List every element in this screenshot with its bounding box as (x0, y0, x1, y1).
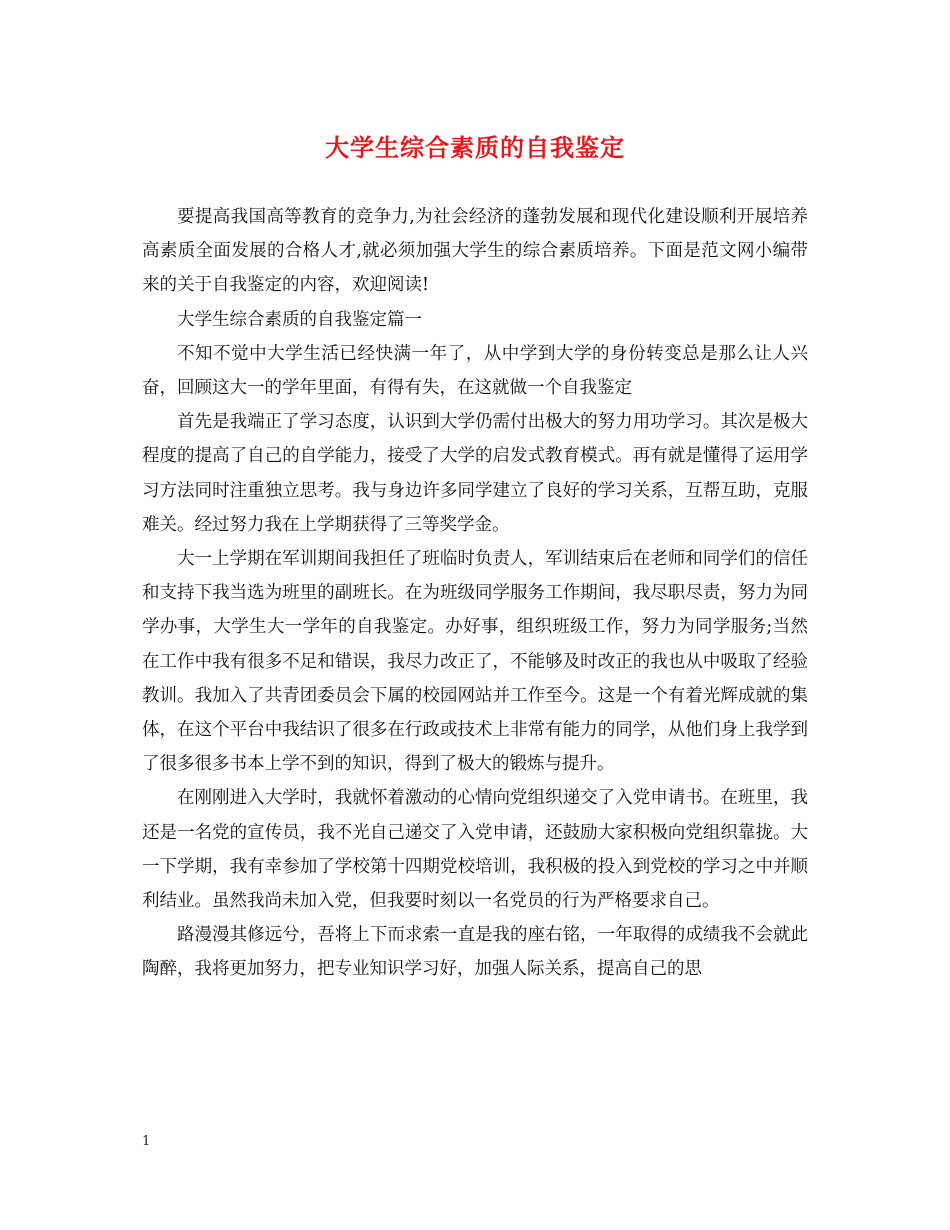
paragraph-intro: 要提高我国高等教育的竞争力,为社会经济的蓬勃发展和现代化建设顺利开展培养高素质全面发展的合格人才,就必须加强大学生的综合素质培养。下面是范文网小编带来的关于自我鉴定的内容，欢迎阅读! (142, 207, 808, 296)
page-number: 1 (142, 1134, 151, 1149)
document-title: 大学生综合素质的自我鉴定 (325, 133, 625, 162)
paragraph: 路漫漫其修远兮，吾将上下而求索一直是我的座右铭，一年取得的成绩我不会就此陶醉，我将更加努力，把专业知识学习好，加强人际关系，提高自己的思 (142, 925, 808, 980)
paragraph: 在刚刚进入大学时，我就怀着激动的心情向党组织递交了入党申请书。在班里，我还是一名党的宣传员，我不光自己递交了入党申请，还鼓励大家积极向党组织靠拢。大一下学期，我有幸参加了学校第十四期党校培训，我积极的投入到党校的学习之中并顺利结业。虽然我尚未加入党，但我要时刻以一名党员的行为严格要求自己。 (142, 788, 808, 912)
paragraph: 不知不觉中大学生活已经快满一年了，从中学到大学的身份转变总是那么让人兴奋，回顾这大一的学年里面，有得有失，在这就做一个自我鉴定 (142, 343, 808, 399)
paragraph: 大一上学期在军训期间我担任了班临时负责人，军训结束后在老师和同学们的信任和支持下我当选为班里的副班长。在为班级同学服务工作期间，我尽职尽责，努力为同学办事，大学生大一学年的自我鉴定。办好事，组织班级工作，努力为同学服务;当然在工作中我有很多不足和错误，我尽力改正了，不能够及时改正的我也从中吸取了经验教训。我加入了共青团委员会下属的校园网站并工作至今。这是一个有着光辉成就的集体，在这个平台中我结识了很多在行政或技术上非常有能力的同学，从他们身上我学到了很多很多书本上学不到的知识，得到了极大的锻炼与提升。 (142, 549, 808, 775)
paragraph: 首先是我端正了学习态度，认识到大学仍需付出极大的努力用功学习。其次是极大程度的提高了自己的自学能力，接受了大学的启发式教育模式。再有就是懂得了运用学习方法同时注重独立思考。我与身边许多同学建立了良好的学习关系，互帮互助，克服难关。经过努力我在上学期获得了三等奖学金。 (142, 412, 808, 535)
document-body (142, 200, 808, 987)
section-heading: 大学生综合素质的自我鉴定篇一 (177, 309, 422, 330)
